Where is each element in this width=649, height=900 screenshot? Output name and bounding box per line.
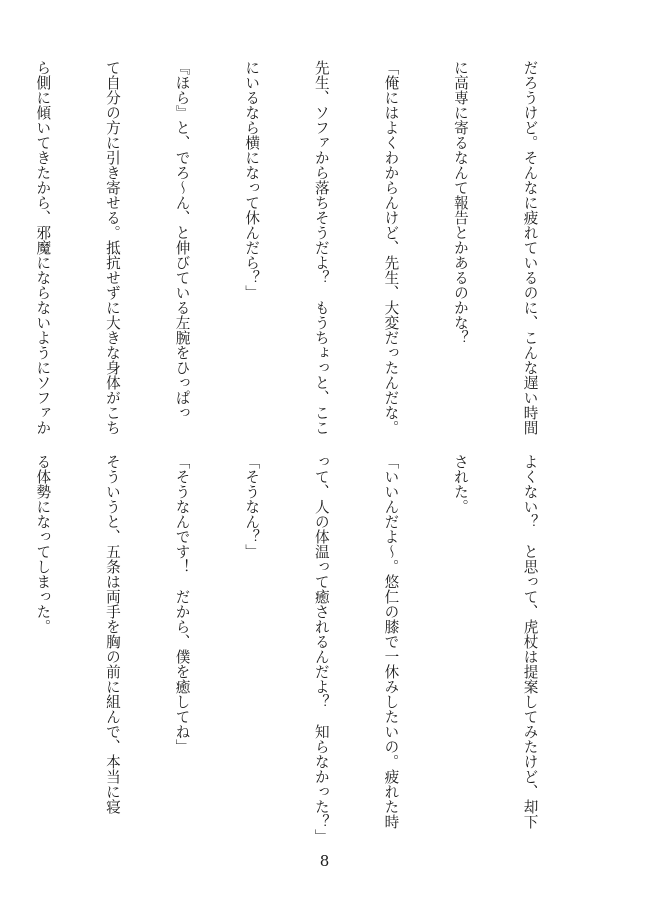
text-line: 先生、ソファから落ちそうだよ？ もうちょっと、ここ — [312, 60, 330, 435]
text-line: だろうけど。そんなに疲れているのに、こんな遅い時間 — [521, 60, 539, 435]
text-line: って、人の体温って癒されるんだよ？ 知らなかった？」 — [312, 454, 330, 844]
text-line: にいるなら横になって休んだら？」 — [243, 60, 261, 300]
text-line: よくない？ と思って、虎杖は提案してみたけど、却下 — [521, 454, 539, 829]
page-number: 8 — [319, 852, 330, 870]
text-line: 「そうなん？」 — [243, 454, 261, 559]
lower-text-block — [34, 454, 588, 844]
text-line: 「いいんだよ～。悠仁の膝で一休みしたいの。疲れた時 — [382, 454, 400, 829]
text-line: そういうと、五条は両手を胸の前に組んで、本当に寝 — [103, 454, 121, 814]
text-line: 「俺にはよくわからんけど、先生、大変だったんだな。 — [382, 60, 400, 435]
upper-text-block — [34, 60, 588, 435]
text-line: された。 — [451, 454, 469, 514]
text-line: ら側に傾いてきたから、邪魔にならないようにソファか — [34, 60, 52, 435]
text-line: る体勢になってしまった。 — [34, 454, 52, 634]
text-line: て自分の方に引き寄せる。抵抗せずに大きな身体がこち — [103, 60, 121, 435]
text-line: 『ほら』と、でろ～ん、と伸びている左腕をひっぱっ — [173, 60, 191, 420]
text-line: に高専に寄るなんて報告とかあるのかな？ — [451, 60, 469, 345]
text-line: 「そうなんです！ だから、僕を癒してね」 — [173, 454, 191, 754]
